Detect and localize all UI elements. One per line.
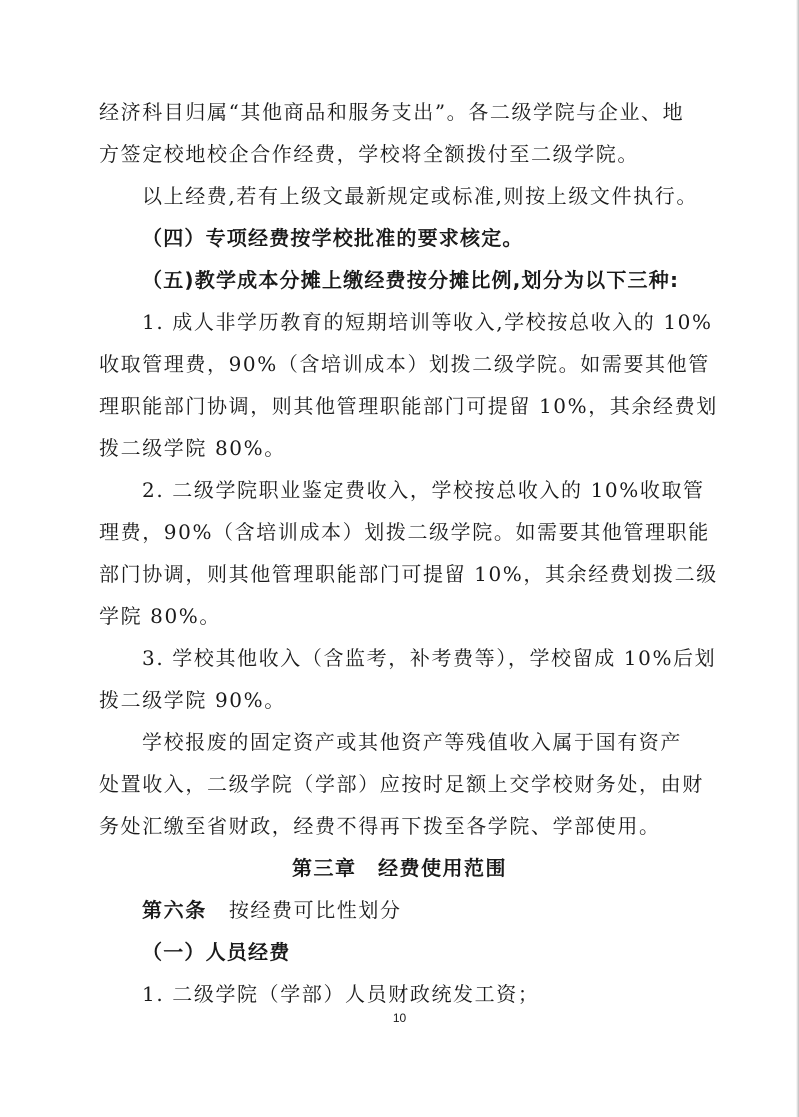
section-heading-1: （一）人员经费 [142, 940, 291, 964]
section-heading-5: （五)教学成本分摊上缴经费按分摊比例,划分为以下三种: [142, 268, 680, 292]
paragraph-line: 收取管理费，90%（含培训成本）划拨二级学院。如需要其他管 [99, 352, 710, 376]
list-item: 1. 二级学院（学部）人员财政统发工资； [142, 982, 540, 1006]
paragraph-line: 2. 二级学院职业鉴定费收入，学校按总收入的 10%收取管 [142, 478, 705, 502]
paragraph-line: 理职能部门协调，则其他管理职能部门可提留 10%，其余经费划 [99, 394, 718, 418]
paragraph-line: 理费，90%（含培训成本）划拨二级学院。如需要其他管理职能 [99, 520, 710, 544]
paragraph-line: 学院 80%。 [99, 604, 222, 628]
paragraph-line: 方签定校地校企合作经费，学校将全额拨付至二级学院。 [99, 142, 639, 166]
paragraph-line: 部门协调，则其他管理职能部门可提留 10%，其余经费划拨二级 [99, 562, 718, 586]
paragraph-line: 3. 学校其他收入（含监考，补考费等），学校留成 10%后划 [142, 646, 717, 670]
paragraph-line: 处置收入，二级学院（学部）应按时足额上交学校财务处，由财 [99, 772, 704, 796]
paragraph-line: 拨二级学院 90%。 [99, 688, 286, 712]
chapter-title: 第三章 经费使用范围 [292, 856, 507, 880]
paragraph-line: 学校报废的固定资产或其他资产等残值收入属于国有资产 [142, 730, 682, 754]
paragraph-line: 1. 成人非学历教育的短期培训等收入,学校按总收入的 10% [142, 310, 713, 334]
paragraph-line: 以上经费,若有上级文最新规定或标准,则按上级文件执行。 [142, 184, 698, 208]
page-number: 10 [392, 1011, 407, 1025]
paragraph-line: 拨二级学院 80%。 [99, 436, 286, 460]
article-number: 第六条 [142, 898, 207, 922]
section-heading-4: （四）专项经费按学校批准的要求核定。 [142, 226, 524, 250]
paragraph-line: 务处汇缴至省财政，经费不得再下拨至各学院、学部使用。 [99, 814, 661, 838]
article-line [142, 896, 742, 924]
paragraph-line: 经济科目归属“其他商品和服务支出”。各二级学院与企业、地 [99, 100, 685, 124]
article-text: 按经费可比性划分 [228, 898, 402, 922]
